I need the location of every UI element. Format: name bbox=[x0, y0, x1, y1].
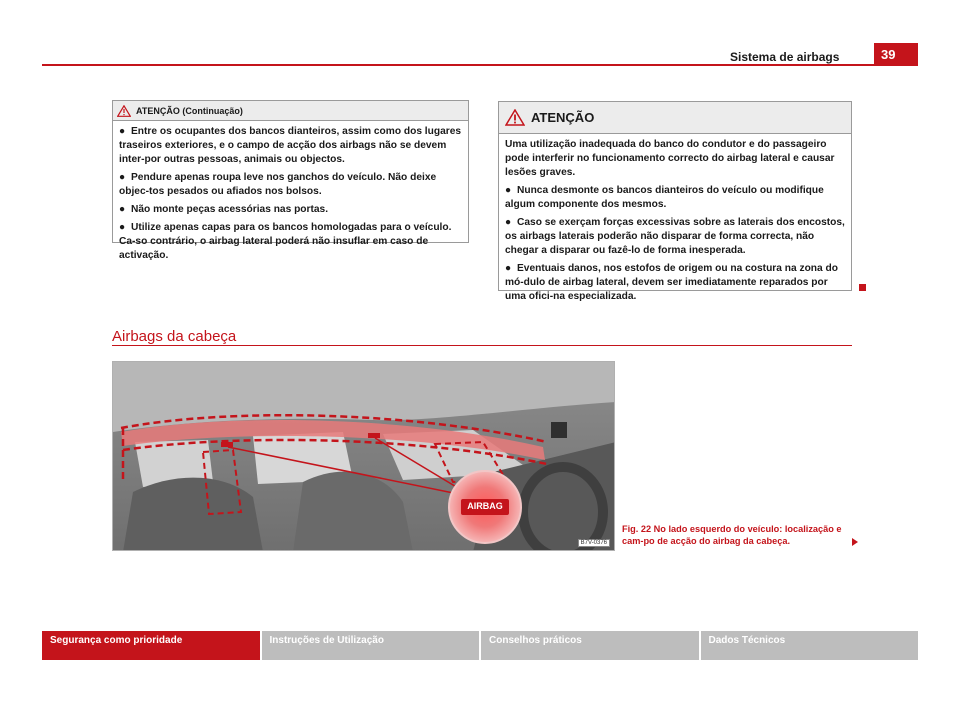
figure-code: B7V-0376 bbox=[578, 539, 610, 547]
warning-bullet: ● Pendure apenas roupa leve nos ganchos do veículo. Não deixe objec-tos pesados ou afiados nos bolsos. bbox=[119, 172, 437, 197]
section-end-marker bbox=[859, 284, 866, 291]
airbag-label: AIRBAG bbox=[467, 501, 503, 511]
warning-bullet: ● Nunca desmonte os bancos dianteiros do veículo ou modifique algum componente dos mesmos. bbox=[505, 185, 824, 210]
airbag-illustration bbox=[112, 361, 615, 551]
warning-title: ATENÇÃO (Continuação) bbox=[136, 105, 243, 116]
warning-body bbox=[499, 134, 851, 312]
figure-caption: Fig. 22 No lado esquerdo do veículo: localização e cam-po de acção do airbag da cabeça. bbox=[622, 524, 842, 546]
tab-instrucoes[interactable]: Instruções de Utilização bbox=[262, 631, 480, 660]
warning-bullet: ● Eventuais danos, nos estofos de origem ou na costura na zona do mó-dulo de airbag lateral, devem ser imediatamente reparados por uma ofici-na especializada. bbox=[505, 263, 838, 302]
warning-header bbox=[113, 101, 468, 121]
car-interior-drawing bbox=[113, 362, 615, 551]
warning-box-continued bbox=[112, 100, 469, 261]
warning-intro: Uma utilização inadequada do banco do condutor e do passageiro pode interferir no funcionamento correcto do airbag lateral e causar lesões graves. bbox=[505, 139, 835, 178]
warning-body bbox=[113, 121, 468, 271]
warning-bullet: ● Caso se exerçam forças excessivas sobre as laterais dos encostos, os airbags laterais poderão não disparar de forma correcta, não chegar a disparar ou fazê-lo de forma inesperada. bbox=[505, 217, 845, 256]
header-rule bbox=[42, 64, 918, 66]
tab-dados-tecnicos[interactable]: Dados Técnicos bbox=[701, 631, 919, 660]
running-header-title: Sistema de airbags bbox=[730, 50, 840, 64]
warning-triangle-icon bbox=[505, 109, 525, 126]
warning-triangle-icon bbox=[117, 105, 131, 117]
warning-bullet: ● Não monte peças acessórias nas portas. bbox=[119, 204, 329, 215]
tab-seguranca[interactable]: Segurança como prioridade bbox=[42, 631, 260, 660]
section-heading: Airbags da cabeça bbox=[112, 328, 237, 345]
tab-conselhos[interactable]: Conselhos práticos bbox=[481, 631, 699, 660]
warning-header bbox=[499, 102, 851, 134]
continue-arrow-icon bbox=[852, 538, 858, 546]
warning-bullet: ● Utilize apenas capas para os bancos homologadas para o veículo. Ca-so contrário, o airbag lateral poderá não insuflar em caso de activação. bbox=[119, 222, 452, 261]
footer-nav bbox=[42, 631, 918, 660]
warning-bullet: ● Entre os ocupantes dos bancos dianteiros, assim como dos lugares traseiros exteriores, e o campo de acção dos airbags não se devem inter-por outras pessoas, animais ou objectos. bbox=[119, 126, 462, 165]
warning-title: ATENÇÃO bbox=[531, 110, 595, 125]
page-number: 39 bbox=[874, 43, 918, 66]
section-rule bbox=[112, 345, 852, 346]
warning-box bbox=[498, 101, 852, 302]
